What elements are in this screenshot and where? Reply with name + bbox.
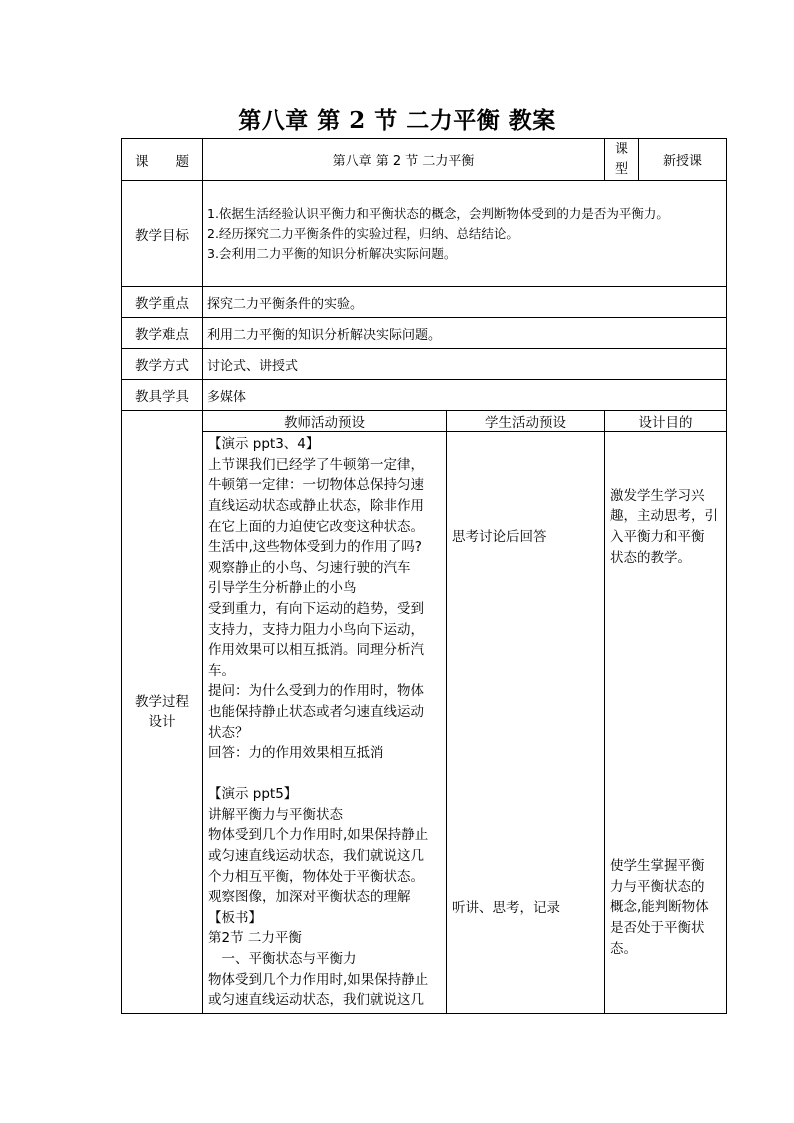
purpose-gap: [610, 568, 726, 856]
document-title: 第八章 第 2 节 二力平衡 教案: [238, 107, 556, 134]
student-line: 听讲、思考，记录: [452, 899, 560, 916]
topic-row: [122, 139, 727, 181]
teacher-line: 观察静止的小鸟、匀速行驶的汽车: [208, 559, 411, 576]
teacher-line: 讲解平衡力与平衡状态: [208, 806, 343, 823]
purpose-line: 使学生掌握平衡: [610, 858, 705, 875]
teacher-line: 回答：力的作用效果相互抵消: [208, 745, 384, 762]
type-label: [605, 139, 639, 181]
topic-label: 课 题: [122, 139, 203, 181]
teacher-line: 也能保持静止状态或者匀速直线运动: [208, 703, 424, 720]
difficulty-row: [122, 318, 727, 349]
teacher-line: 【板书】: [208, 909, 262, 926]
type-label-line-1: 课: [614, 141, 628, 157]
goal-item: 2.经历探究二力平衡条件的实验过程，归纳、总结结论。: [207, 225, 519, 241]
difficulty-label: 教学难点: [122, 318, 203, 349]
teacher-line: 或匀速直线运动状态，我们就说这几: [208, 848, 424, 865]
col-student-header: 学生活动预设: [447, 411, 605, 432]
student-gap: [452, 548, 604, 898]
goals-label: 教学目标: [122, 181, 203, 287]
tools-label: 教具学具: [122, 380, 203, 411]
teacher-line: 或匀速直线运动状态，我们就说这几: [208, 992, 424, 1009]
teacher-line: 一、平衡状态与平衡力: [208, 951, 357, 968]
topic-value: 第八章 第 2 节 二力平衡: [203, 139, 605, 181]
method-row: [122, 349, 727, 380]
goals-content: [203, 181, 727, 287]
teacher-line: 【演示 ppt5】: [208, 786, 298, 803]
design-purpose: [605, 432, 727, 1014]
teacher-line: 生活中,这些物体受到力的作用了吗?: [208, 539, 422, 556]
teacher-line: 牛顿第一定律：一切物体总保持匀速: [208, 477, 424, 494]
method-value: 讨论式、讲授式: [203, 349, 727, 380]
teacher-line: 支持力，支持力阻力小鸟向下运动，: [208, 621, 424, 638]
purpose-line: 状态的教学。: [610, 549, 691, 566]
purpose-line: 趣，主动思考，引: [610, 508, 718, 525]
col-teacher-header: 教师活动预设: [203, 411, 447, 432]
teacher-line: 提问：为什么受到力的作用时，物体: [208, 683, 424, 700]
purpose-line: 力与平衡状态的: [610, 878, 705, 895]
blank-line: [208, 764, 446, 785]
process-header-row: [122, 411, 727, 432]
teacher-line: 个力相互平衡，物体处于平衡状态。: [208, 868, 424, 885]
teacher-line: 状态？: [208, 724, 249, 741]
teacher-line: 引导学生分析静止的小鸟: [208, 580, 357, 597]
teacher-line: 上节课我们已经学了牛顿第一定律，: [208, 456, 424, 473]
student-activity: [447, 432, 605, 1014]
goal-item: 1.依据生活经验认识平衡力和平衡状态的概念，会判断物体受到的力是否为平衡力。: [207, 205, 669, 221]
teacher-line: 观察图像，加深对平衡状态的理解: [208, 889, 411, 906]
teacher-line: 车。: [208, 662, 235, 679]
purpose-line: 入平衡力和平衡: [610, 529, 705, 546]
key-point-value: 探究二力平衡条件的实验。: [203, 287, 727, 318]
teacher-line: 【演示 ppt3、4】: [208, 436, 320, 453]
process-body-row: [122, 432, 727, 1014]
purpose-line: 激发学生学习兴: [610, 487, 705, 504]
process-label-line-2: 设计: [148, 714, 176, 730]
tools-value: 多媒体: [203, 380, 727, 411]
process-label-line-1: 教学过程: [135, 694, 189, 710]
key-point-row: [122, 287, 727, 318]
teacher-line: 受到重力，有向下运动的趋势，受到: [208, 600, 424, 617]
teacher-line: 物体受到几个力作用时,如果保持静止: [208, 971, 429, 988]
key-point-label: 教学重点: [122, 287, 203, 318]
method-label: 教学方式: [122, 349, 203, 380]
difficulty-value: 利用二力平衡的知识分析解决实际问题。: [203, 318, 727, 349]
teacher-line: 在它上面的力迫使它改变这种状态。: [208, 518, 424, 535]
type-label-line-2: 型: [614, 161, 628, 177]
purpose-line: 是否处于平衡状: [610, 919, 705, 936]
process-label: [122, 411, 203, 1014]
lesson-plan-table: [121, 138, 727, 1014]
col-purpose-header: 设计目的: [605, 411, 727, 432]
purpose-line: 概念,能判断物体: [610, 899, 709, 916]
teacher-line: 作用效果可以相互抵消。同理分析汽: [208, 642, 424, 659]
tools-row: [122, 380, 727, 411]
type-value: 新授课: [639, 139, 727, 181]
student-line: 思考讨论后回答: [452, 528, 547, 545]
purpose-line: 态。: [610, 940, 637, 957]
goals-row: [122, 181, 727, 287]
teacher-line: 物体受到几个力作用时,如果保持静止: [208, 827, 429, 844]
teacher-activity: [203, 432, 447, 1014]
goal-item: 3.会利用二力平衡的知识分析解决实际问题。: [207, 245, 457, 261]
teacher-line: 第2节 二力平衡: [208, 930, 302, 947]
teacher-line: 直线运动状态或静止状态，除非作用: [208, 497, 424, 514]
